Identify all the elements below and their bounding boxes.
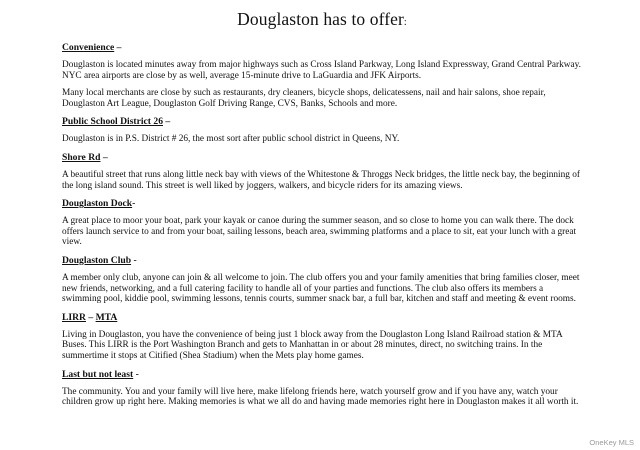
heading-text: Public School District 26 [62, 116, 163, 128]
heading-suffix: - [131, 254, 137, 266]
heading-text-secondary: MTA [95, 311, 118, 323]
paragraph-shore-rd: A beautiful street that runs along little neck bay with views of the Whitestone & Throggs Neck bridges, the little neck bay, the beginning of the long island sound. This street is well liked by joggers, walkers, and bicycle riders for its amazing views. [62, 169, 581, 191]
title-suffix: : [403, 17, 407, 28]
paragraph-convenience-highways: Douglaston is located minutes away from major highways such as Cross Island Parkway, Long Island Expressway, Grand Central Parkway. NYC area airports are close by as well, average 15-minute drive to LaGuardia and JFK Airports. [62, 60, 581, 81]
heading-suffix: – [100, 151, 108, 163]
heading-last-but-not-least [62, 369, 582, 381]
heading-text: Shore Rd [62, 151, 101, 163]
heading-suffix: – [163, 116, 171, 128]
heading-school-district [62, 116, 582, 128]
page-title [62, 8, 582, 34]
heading-text: LIRR [62, 311, 86, 323]
watermark: OneKey MLS [589, 438, 634, 447]
heading-douglaston-dock [62, 198, 582, 210]
heading-convenience [62, 42, 582, 54]
heading-text: Douglaston Club [62, 254, 132, 266]
paragraph-convenience-merchants: Many local merchants are close by such as restaurants, dry cleaners, bicycle shops, delicatessens, nail and hair salons, shoe repair, Douglaston Art League, Douglaston Golf Driving Range, CVS, Banks, Schools and more. [62, 88, 546, 109]
heading-text: Convenience [62, 42, 115, 53]
heading-text: Douglaston Dock [62, 198, 133, 210]
paragraph-lirr-mta: Living in Douglaston, you have the convenience of being just 1 block away from the Douglaston Long Island Railroad station & MTA Buses. This LIRR is the Port Washington Branch and gets to Manhattan in or about 28 minutes, direct, no switching trains. In the summertime it stops at Citified (Shea Stadium) when the Mets play home games. [62, 329, 563, 361]
heading-suffix: - [132, 198, 136, 210]
paragraph-douglaston-club: A member only club, anyone can join & all welcome to join. The club offers you and your family amenities that bring families closer, meet new friends, networking, and a full catering facility to handle all of your parties and functions. The club also offers its members a swimming pool, kiddie pool, swimming lessons, tennis courts, summer snack bar, a full bar, kitchen and staff and meeting & event rooms. [62, 272, 580, 305]
heading-suffix: – [114, 42, 122, 53]
heading-text: Last but not least [62, 368, 134, 380]
paragraph-douglaston-dock: A great place to moor your boat, park your kayak or canoe during the summer season, and so close to home you can walk there. The dock offers launch service to and from your boat, sailing lessons, beach area, swimming platforms and a place to sit, eat your lunch with a great view. [62, 216, 577, 248]
heading-shore-rd [62, 152, 582, 164]
title-text: Douglaston has to offer [237, 9, 404, 29]
heading-suffix: - [133, 368, 139, 380]
heading-lirr-mta [62, 312, 582, 324]
document-page [62, 8, 582, 414]
heading-separator: – [86, 311, 96, 323]
paragraph-community: The community. You and your family will live here, make lifelong friends here, watch yourself grow and if you have any, watch your children grow up right here. Making memories is what we all do and having made memories right here in Douglaston makes it all worth it. [62, 386, 579, 408]
heading-douglaston-club [62, 255, 582, 267]
paragraph-school-district: Douglaston is in P.S. District # 26, the most sort after public school district in Queens, NY. [62, 134, 400, 145]
